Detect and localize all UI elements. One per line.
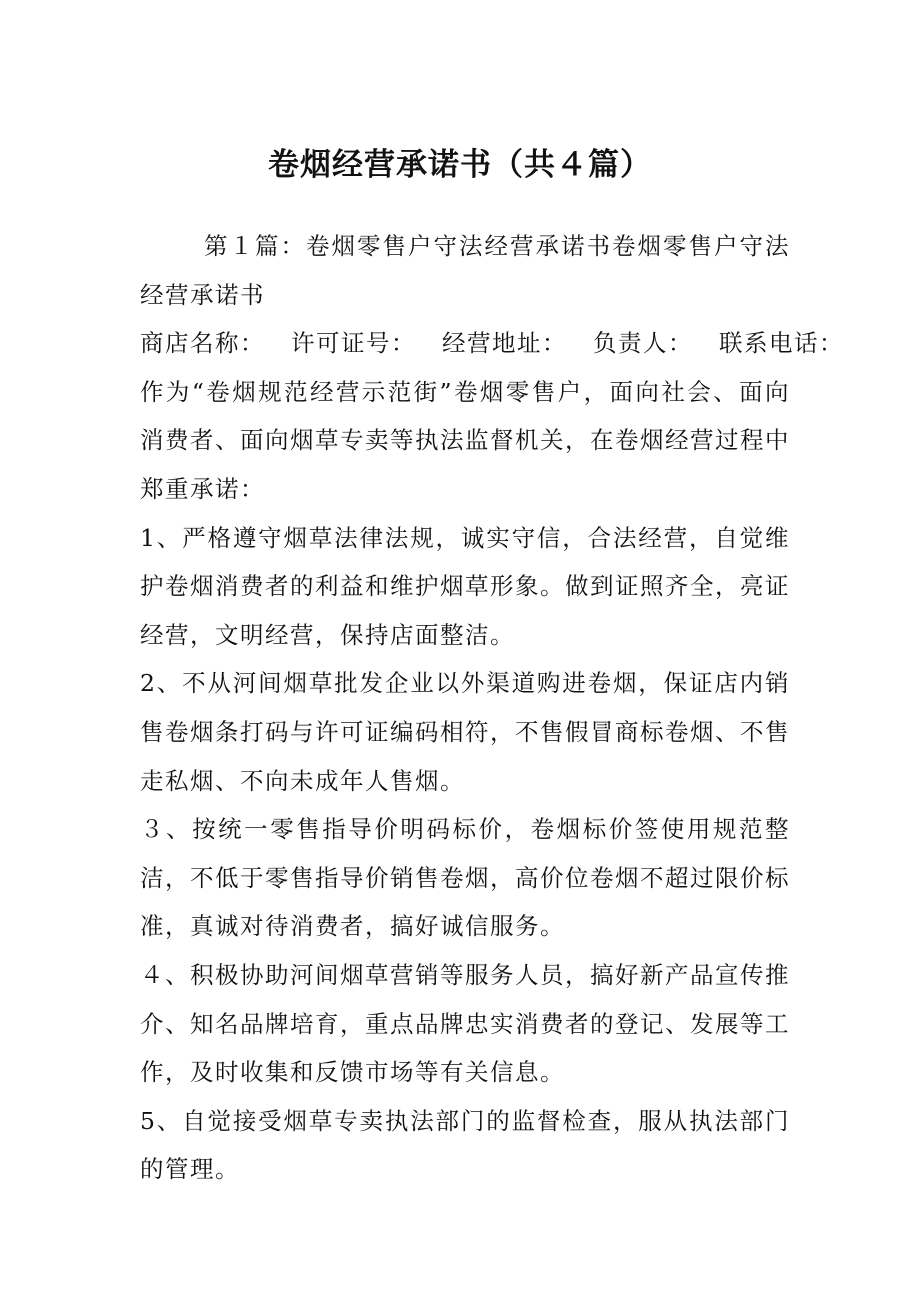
- document-body: [140, 222, 844, 1194]
- intro-paragraph: 第１篇：卷烟零售户守法经营承诺书卷烟零售户守法经营承诺书: [140, 232, 790, 309]
- field-license-number: 许可证号：: [291, 329, 416, 358]
- commitment-item-3: ３、按统一零售指导价明码标价，卷烟标价签使用规范整洁，不低于零售指导价销售卷烟，高价位卷烟不超过限价标准，真诚对待消费者，搞好诚信服务。: [140, 815, 790, 941]
- document-title: 卷烟经营承诺书（共４篇）: [268, 147, 652, 183]
- field-person-in-charge: 负责人：: [593, 329, 693, 358]
- commitment-item-2: 2、不从河间烟草批发企业以外渠道购进卷烟，保证店内销售卷烟条打码与许可证编码相符，不售假冒商标卷烟、不售走私烟、不向未成年人售烟。: [140, 669, 790, 795]
- field-business-address: 经营地址：: [442, 329, 567, 358]
- commitment-item-5: 5、自觉接受烟草专卖执法部门的监督检查，服从执法部门的管理。: [140, 1106, 790, 1184]
- info-fields-row: [140, 319, 844, 368]
- preamble-paragraph: 作为“卷烟规范经营示范街”卷烟零售户，面向社会、面向消费者、面向烟草专卖等执法监督机关，在卷烟经营过程中郑重承诺：: [140, 377, 790, 503]
- field-contact-phone: 联系电话：: [719, 329, 844, 358]
- commitment-item-4: ４、积极协助河间烟草营销等服务人员，搞好新产品宣传推介、知名品牌培育，重点品牌忠实消费者的登记、发展等工作，及时收集和反馈市场等有关信息。: [140, 960, 790, 1087]
- field-shop-name: 商店名称：: [140, 329, 265, 358]
- commitment-item-1: 1、严格遵守烟草法律法规，诚实守信，合法经营，自觉维护卷烟消费者的利益和维护烟草形象。做到证照齐全，亮证经营，文明经营，保持店面整洁。: [140, 523, 790, 649]
